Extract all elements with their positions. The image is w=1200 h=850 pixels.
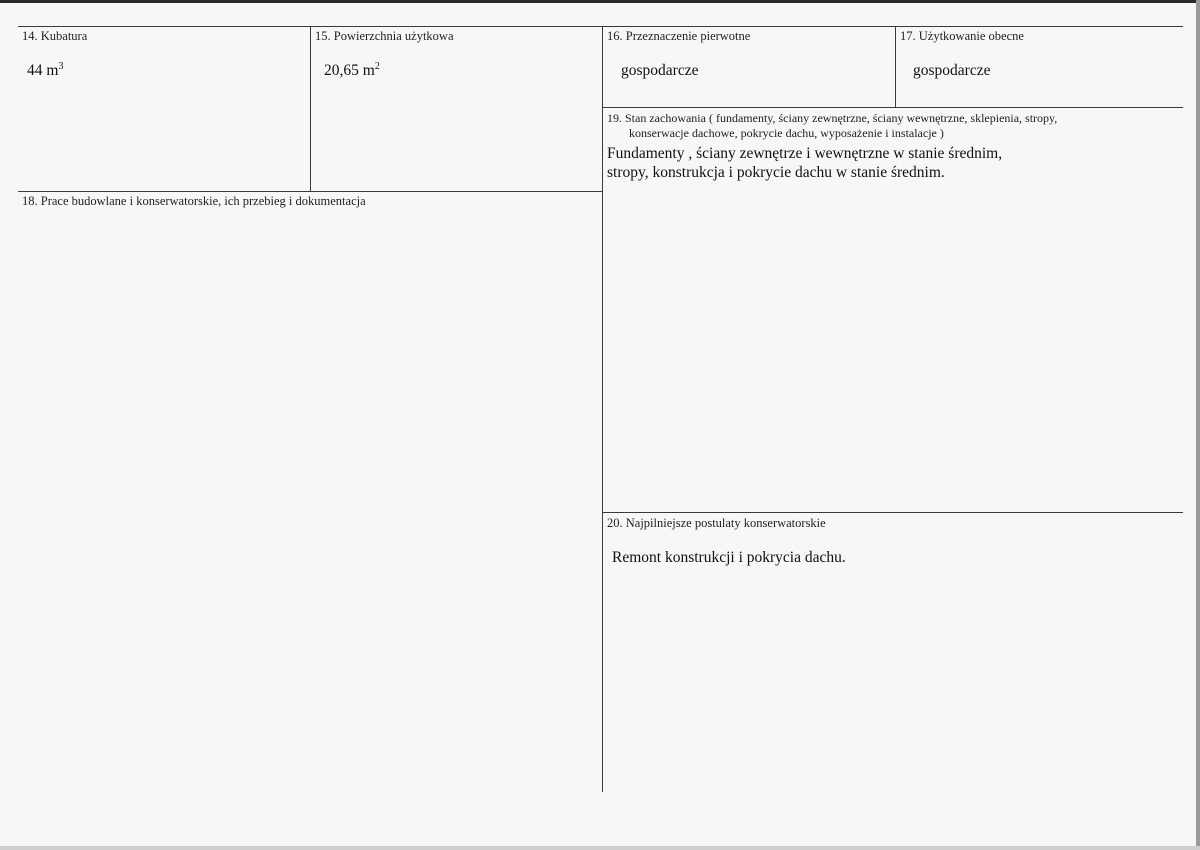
scan-right-edge (1196, 0, 1200, 850)
col-divider-center (602, 26, 603, 792)
field-17-value: gospodarcze (913, 62, 991, 79)
field-16-value: gospodarcze (621, 62, 699, 79)
field-15-value-text: 20,65 m (324, 62, 375, 79)
field-14-unit-exponent: 3 (58, 61, 64, 72)
field-19-value-line2: stropy, konstrukcja i pokrycie dachu w stanie średnim. (607, 164, 945, 181)
col-divider-16-17 (895, 26, 896, 107)
field-15-label: 15. Powierzchnia użytkowa (315, 29, 454, 43)
field-15-value (324, 61, 380, 81)
scan-top-edge (0, 0, 1200, 3)
field-16-label: 16. Przeznaczenie pierwotne (607, 29, 751, 43)
field-15-unit-exponent: 2 (374, 61, 380, 72)
field-14-value-text: 44 m (27, 62, 59, 79)
field-19-label-line1: 19. Stan zachowania ( fundamenty, ściany zewnętrzne, ściany wewnętrzne, sklepienia, stropy, (607, 111, 1058, 125)
field-20-label: 20. Najpilniejsze postulaty konserwatorskie (607, 516, 826, 530)
field-14-label: 14. Kubatura (22, 29, 88, 43)
row-divider-16-17 (603, 107, 1183, 108)
field-20-value: Remont konstrukcji i pokrycia dachu. (612, 549, 846, 566)
col-divider-14-15 (310, 26, 311, 191)
top-border-line (18, 26, 1183, 27)
row-divider-20 (603, 512, 1183, 513)
field-19-label-line2: konserwacje dachowe, pokrycie dachu, wyposażenie i instalacje ) (629, 126, 944, 140)
scan-bottom-edge (0, 846, 1200, 850)
field-17-label: 17. Użytkowanie obecne (900, 29, 1024, 43)
row-divider-18 (18, 191, 603, 192)
field-18-label: 18. Prace budowlane i konserwatorskie, ich przebieg i dokumentacja (22, 194, 366, 208)
field-19-value-line1: Fundamenty , ściany zewnętrze i wewnętrzne w stanie średnim, (607, 145, 1003, 162)
field-14-value (27, 61, 63, 81)
